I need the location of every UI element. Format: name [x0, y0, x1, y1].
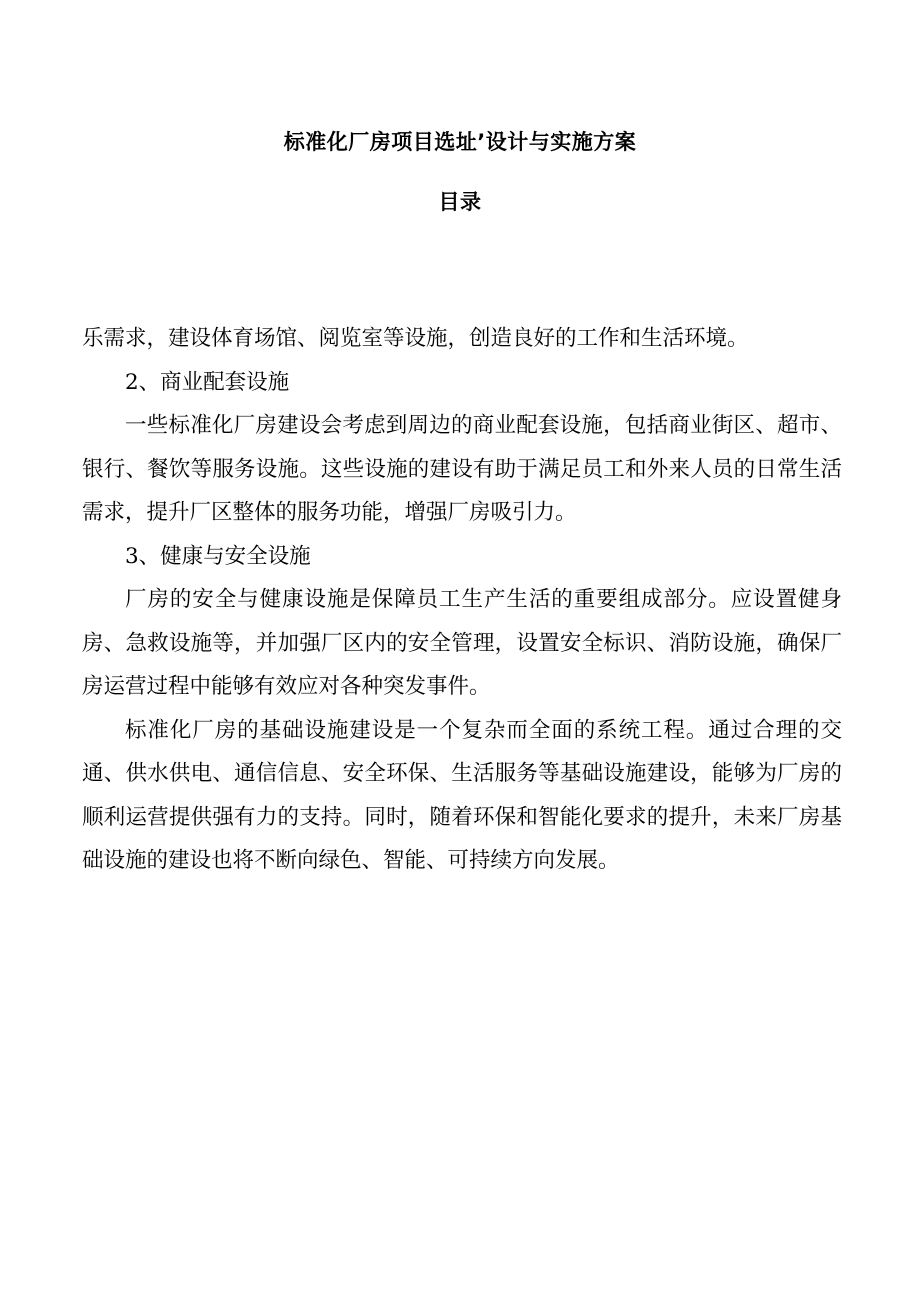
paragraph-summary: 标准化厂房的基础设施建设是一个复杂而全面的系统工程。通过合理的交通、供水供电、通信信息、安全环保、生活服务等基础设施建设，能够为厂房的顺利运营提供强有力的支持。同时，随着环保和智能化要求的提升，未来厂房基础设施的建设也将不断向绿色、智能、可持续方向发展。	[82, 717, 842, 873]
paragraph-health-safety: 厂房的安全与健康设施是保障员工生产生活的重要组成部分。应设置健身房、急救设施等，并加强厂区内的安全管理，设置安全标识、消防设施，确保厂房运营过程中能够有效应对各种突发事件。	[82, 587, 842, 699]
document-body	[82, 317, 842, 883]
paragraph-commercial: 一些标准化厂房建设会考虑到周边的商业配套设施，包括商业街区、超市、银行、餐饮等服务设施。这些设施的建设有助于满足员工和外来人员的日常生活需求，提升厂区整体的服务功能，增强厂房吸引力。	[82, 413, 842, 525]
document-title: 标准化厂房项目选址’设计与实施方案	[283, 130, 637, 154]
paragraph-continuation: 乐需求，建设体育场馆、阅览室等设施，创造良好的工作和生活环境。	[82, 326, 749, 351]
section-heading-commercial: 2、商业配套设施	[125, 369, 290, 395]
section-heading-health-safety: 3、健康与安全设施	[125, 543, 311, 569]
toc-heading: 目录	[438, 190, 482, 214]
